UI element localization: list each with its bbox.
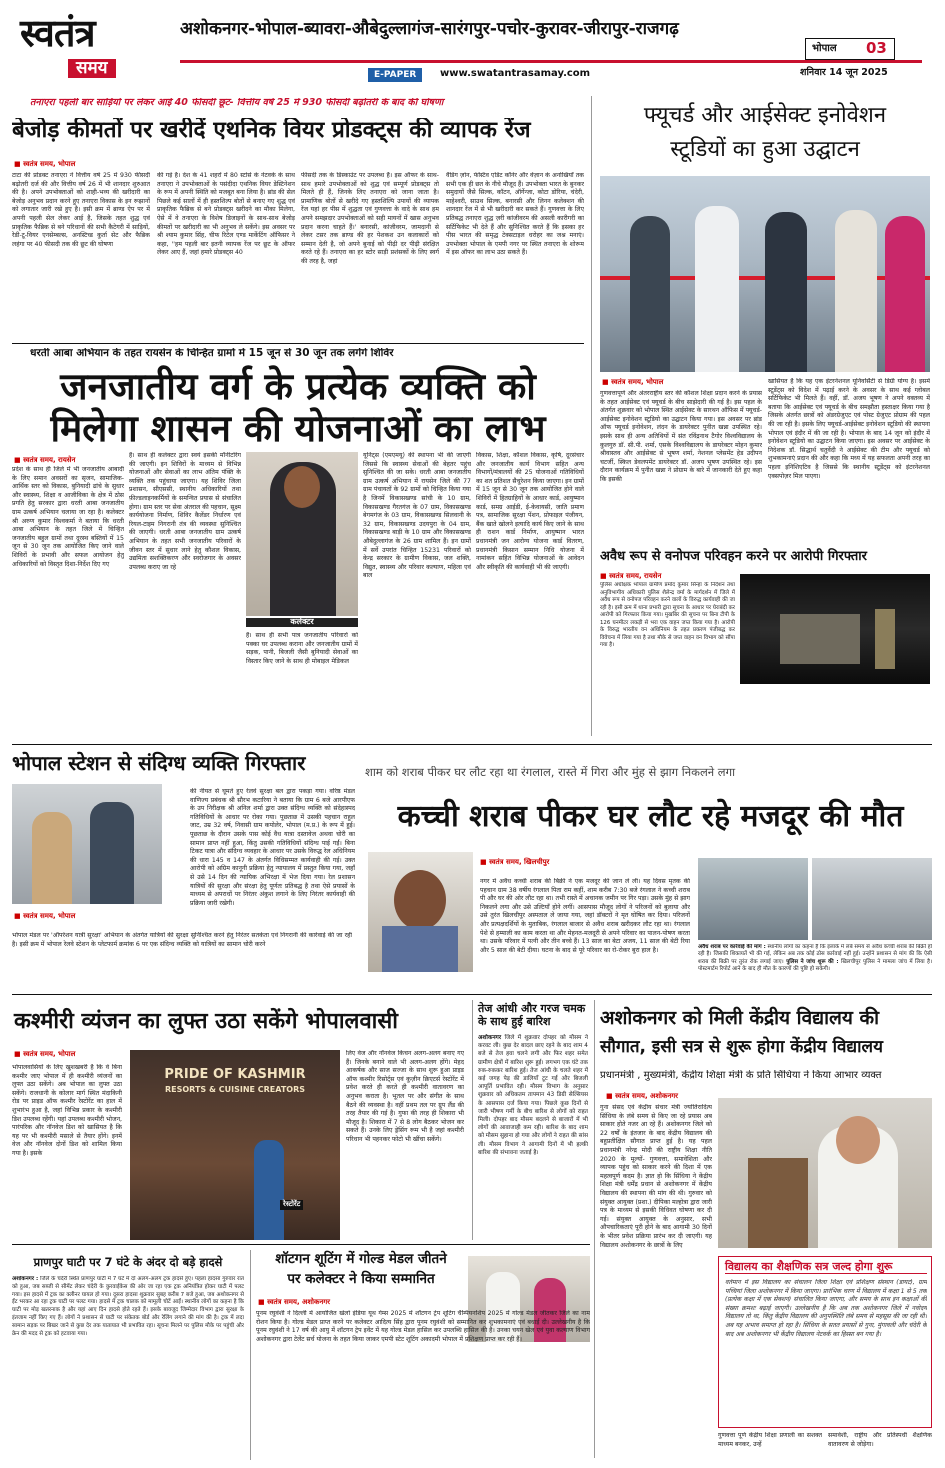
station-headline: भोपाल स्टेशन से संदिग्ध व्यक्ति गिरफ्तार [12,751,306,775]
vehicle [780,614,860,664]
column-divider [591,96,592,736]
issue-date: शनिवार 14 जून 2025 [800,67,888,78]
tribal-col-1: प्रदेश के साथ ही जिले में भी जनजातीय आबादी के लिए समान अवसरों का सृजन, सामाजिक-आर्थिक स्तर को विकास, बुनियादी ढांचे के सुधार और स्वास्थ्य, शिक्षा व आजीविका के क्षेत्र में ठोस प्रगति हेतु सरकार द्वारा धरती आबा जनजातीय ग्राम उत्कर्ष अभियान चलाया जा रहा है। कलेक्टर श्री अरुण कुमार विश्वकर्मा ने बताया कि धरती आबा अभियान के तहत जिले में चिन्हित जनजातीय बहुल ग्रामों तथा दूरस्थ बस्तियों में 15 जून से 30 जून तक आयोजित किए जाने वाले शिविरों के प्रभावी और सफल आयोजन हेतु अधिकारियों को विस्तृत दिशा-निर्देश दिए गए [12,466,124,568]
divider [12,744,932,745]
kashmiri-col-2: लिए वेज और नॉनवेज किचन अलग-अलग बनाए गए हैं। जिनके बनाने वाले भी अलग-अलग होंगे। मेहद आकर्षक और साज सज्जा के साथ शुरू हुआ प्राइड ऑफ कश्मीर रिसोर्ट्स एवं कुज़ीन क्रिएटर्स रेस्टोरेंट में प्रवेश करते ही करते ही कश्मीरी वातावरण का अनुभव कराता है। भूतल पर और संगीत के साथ बैठने की व्यवस्था है। वहीं प्रथम तल पर ग्रुप लैंड की तरह तैयार की गई है। गुफा की तरह ही शिकारा भी मौजूद है। शिकारा में 7 से 8 लोग बैठकर भोजन कर सकते हैं। उनके लिए ड्रेसिंग रूम भी है जहां कश्मीरी परिधान भी पहनकर फोटो भी खींचा सकेंगे। [346,1050,464,1143]
kv-col-1: गुना संसद एवं केंद्रीय संचार मंत्री ज्योतिरादित्य सिंधिया के लंबे समय से किए जा रहे प्रयास अब साकार होते नजर आ रहे हैं। अशोकनगर जिले को 22 वर्षों के इंतजार के बाद केंद्रीय विद्यालय की बहुप्रतीक्षित सौगात प्राप्त हुई है। यह पहल प्रधानमंत्री नरेन्द्र मोदी की राष्ट्रीय शिक्षा नीति 2020 के मूल्यों- गुणवत्ता, समावेशिता और व्यापक पहुंच को साकार करने की दिशा में एक महत्वपूर्ण कदम है। ज्ञात हो कि सिंधिया ने केंद्रीय शिक्षा मंत्री धर्मेंद्र प्रधान से अशोकनगर में केंद्रीय विद्यालय की स्थापना की मांग की थी। गुरुवार को संयुक्त आयुक्त (प्रशा.) दीपिका मल्होत्रा द्वारा जारी पत्र के माध्यम से इसकी विधिवत घोषणा कर दी गई। संयुक्त आयुक्त के अनुसार, सभी औपचारिकताएं पूरी होने के बाद आगामी 30 दिनों के भीतर प्रवेश प्रक्रिया प्रारंभ कर दी जाएगी। यह विद्यालय अशोकनगर के छात्रों के लिए [600,1104,712,1249]
tanishq-col-4: वैडिंग ज़ोन, फेस्टिव एडिट कॉर्नर और वेंज़ान के अनोखियाँ तक सभी एक ही छत के नीचे मौजूद हैं। उपभोक्ता भारत के बुनकर समुदायों जैसे सिल्क, कॉटन, ऑर्गेन्जा, कोटा डोरिया, चंदेरी, माहेश्वरी, साउथ सिल्क, बनारसी और लिनन कलेक्शन की शानदार रेंज में से भी खरीदारी कर सकते हैं। गुणवत्ता के लिए प्रतिबद्ध तनाएरा शुद्ध ज़री कांजीवरम की असली कारीगरी का सर्टिफिकेट भी देते हैं और सुनिश्चित करते हैं कि इसका हर पीस भारत की समृद्ध टेक्सटाइल धरोहर का जश्न मनाएं। उपभोक्ता भोपाल के एमपी नगर पर स्थित तनाएरा के शोरूम में इस ऑफर का लाभ उठा सकते हैं। [446,172,584,257]
caption-text: स्थानीय लोगों का कहना है कि इलाके में लंबे समय से अवैध कच्ची शराब की बिक्री हो रही है। जिसकी शिकायतें भी की गईं, लेकिन अब तक कोई ठोस कार्रवाई नहीं हुई। उन्होंने प्रशासन से मांग की कि ऐसी शराब की बिक्री पर तुरंत रोक लगाई जाए। [698,944,932,965]
tribal-photo [246,452,358,616]
station-photo [12,784,162,904]
liquor-photo-2 [698,858,808,940]
shooting-headline-1: शॉटगन शूटिंग में गोल्ड मेडल जीतने [275,1251,447,1267]
site-url[interactable]: www.swatantrasamay.com [440,68,591,79]
logo[interactable] [20,12,140,80]
tribal-kicker: धरती आबा अभियान के तहत रायसेन के चिन्हित ग्रामों में 15 जून से 30 जून तक लगेंगे शिविर [30,348,394,359]
column-divider [472,1000,473,1240]
liquor-body: नगर में अवैध कच्ची शराब की बिक्री ने एक मजदूर की जान ले ली। यह दिवस मृतक की पहचान ग्राम 38 वर्षीय रंगलाल पिता राम कहीं, शाम करीब 7:30 बजे रंगलाल ने कच्ची शराब पी और घर की ओर लौट रहा था। तभी रास्ते में अचानक जमीन पर गिर पड़ा। उसके मुंह से झाग निकलने लगा और उसे उल्टियाँ होने लगीं। आसपास मौजूद लोगों ने परिजनों को बुलाया और उसे तुरंत खिलचीपुर अस्पताल ले जाया गया, जहां डॉक्टरों ने मृत घोषित कर दिया। परिजनों और प्रत्यक्षदर्शियों के मुताबिक, रंगलाल बाजार से अवैध शराब खरीदकर लौट रहा था। रंगलाल पेशे से हम्माली का काम करता था और मेहनत-मजदूरी से अपने परिवार का पालन-पोषण करता था। उसके परिवार में पत्नी और तीन बच्चे हैं। 13 साल का बेटा अजय, 11 साल की बेटी रिया और 5 साल की बेटी दीया। घटना के बाद से पूरे परिवार का रो-रोकर बुरा हाल है। [480,878,690,954]
column-divider [594,1000,595,1458]
page-number: 03 [866,39,887,57]
masthead-rule [180,60,922,63]
tribal-col-4: यूनिट्स (एमएमयू) की स्थापना भी की जाएगी जिससे कि स्वास्थ्य सेवाओं की बेहतर पहुंच सुनिश्चित की जा सके। धरती आबा जनजातीय ग्राम उत्कर्ष अभियान में रायसेन जिले की 77 ग्राम पंचायतों के 92 ग्रामों को चिन्हित किया गया है जिनमें विकासखण्ड सांची के 10 ग्राम, विकासखण्ड गैरतगंज के 07 ग्राम, विकासखण्ड बेगमगंज के 03 ग्राम, विकासखण्ड सिलवानी के 32 ग्राम, विकासखण्ड उदयपुरा के 04 ग्राम, विकासखण्ड बाड़ी के 10 ग्राम और विकासखण्ड औबेदुल्लागंज के 26 ग्राम शामिल हैं। इन ग्रामों में सर्वे उपरांत चिन्हित 15231 परिवारों को केन्द्र सरकार के ग्रामीण विकास, जल शक्ति, विद्युत, स्वास्थ्य और परिवार कल्याण, महिला एवं बाल [363,452,471,580]
kashmiri-headline: कश्मीरी व्यंजन का लुफ्त उठा सकेंगे भोपालवासी [14,1009,398,1034]
aisect-headline-2: स्टूडियों का हुआ उद्घाटन [670,137,860,162]
officer [875,609,895,669]
tanishq-col-3: फीसदी तक के डिस्काउंट पर उपलब्ध हैं। इस ऑफर के साथ-साथ हमारे उपभोक्ताओं को शुद्ध एवं सम्पूर्ण प्रोडक्ट्स तो मिलते ही हैं, जिनके लिए तनाएरा को जाना जाता है। प्रामाणिक बोतों से खरीदे गए हस्तशिल्पि उपायों की व्यापक रेंज यहां हर पीस में शुद्धता एवं गुणवत्ता के वादे के साथ हम अपने समझदार उपभोक्ताओं को सही मायनों में खास अनुभव प्रदान करना चाहते हैं।' बनारसी, कांजीवरम, जामदानी से लेकर टसर तक ब्राण्ड की हर पेशकश उन कलाकारों को सम्मान देती है, जो अपने बुनाई को पीढ़ी दर पीढ़ी संरक्षित करते रहे हैं। तनाएरा का हर स्टोर साड़ी प्रशंसकों के लिए स्वर्ग की तरह है, जहां [301,172,439,265]
liquor-byline: ■ स्वतंत्र समय, खिलचीपुर [480,858,549,867]
liquor-photo [368,852,473,972]
tanishq-byline: ■ स्वतंत्र समय, भोपाल [14,160,75,169]
person [885,216,925,372]
owner [254,1140,284,1240]
forest-byline: ■ स्वतंत्र समय, रायसेन [600,572,661,581]
sign-text: PRIDE OF KASHMIR [164,1067,306,1082]
accident-text: जिले के चंदेरी स्थित प्राणपुर घाटी में 7 घंटे में दो अलग-अलग ट्रक हादसे हुए। पहला हादसा गुरुवार रात को हुआ, जब सब्जी से सीमेंट लेकर चंदेरी के कुरवाईकेस की ओर जा रहा एक ट्रक अनियंत्रित होकर घाटी में पलट गया। इस हादसे में ट्रक का क्लीनर घायल हो गया। दूसरा हादसा शुक्रवार सुबह करीब 7 बजे हुआ, जब अशोकनगर से ईंट भरकर आ रहा ट्रक घाटी पर पलट गया। हादसे में ट्रक चालक को मामूली चोटें आईं। स्थानीय लोगों का कहना है कि घाटी पर मोड़ खतरनाक है और यहां आए दिन हादसे होते रहते हैं। इसके बावजूद जिम्मेदार विभाग द्वारा सुरक्षा के इंतजाम नहीं किए गए हैं। लोगों ने प्रशासन से घाटी पर संकेतक बोर्ड और रेलिंग लगाने की मांग की है। ट्रक में लदा सामान सड़क पर बिखर जाने से कुछ देर तक यातायात भी प्रभावित रहा। सूचना मिलने पर पुलिस मौके पर पहुंची और क्रेन की मदद से ट्रक को हटवाया गया। [12,1276,244,1337]
face [284,466,320,508]
edition-cities: अशोकनगर-भोपाल-ब्यावरा-औबेदुल्लागंज-सारंगपुर-पचोर-कुरावर-जीरापुर-राजगढ़ [180,19,679,39]
person [835,210,877,372]
tribal-col-5: विकास, शिक्षा, कौशल विकास, कृषि, दूरसंचार और जनजातीय कार्य विभाग सहित अन्य विभागों/मंत्रालयों की 25 योजनाओं गतिविधियों का शत प्रतिशत सैचुरेशन किया जाएगा। इन ग्रामों में 15 जून से 30 जून तक आयोजित होने वाले शिविरों में हितग्राहियों के आधार कार्ड, आयुष्मान कार्ड, समग्र आईडी, ई-केवायसी, जाति प्रमाण पत्र, सामाजिक सुरक्षा पेंशन, प्रोफाइल पंजीयन, बैंक खाते खोलने इत्यादि कार्य किए जाने के साथ ही राशन कार्ड निर्माण, आयुष्मान भारत प्रधानमंत्री जन आरोग्य योजना कार्ड वितरण, प्रधानमंत्री किसान सम्मान निधि योजना में नामांकन सहित विभिन्न योजनाओं के आवेदन और स्वीकृति की कार्यवाही भी की जाएगी। [476,452,584,571]
forest-photo [740,574,930,684]
aisect-col-1: गुणवत्तापूर्ण और अंतरराष्ट्रीय स्तर की कौशल शिक्षा प्रदान करने के प्रयास के तहत आईसेक्ट एवं फ्यूचर्ड के बीच साझेदारी की गई है। इस पहल के अंतर्गत शुक्रवार को भोपाल स्थित आईसेक्ट के सारथन ऑफिस में फ्यूचर्ड-आईसेक्ट इनोवेशन स्टूडियो का उद्घाटन किया गया। इस अवसर पर ब्रांड ऑफ फ्यूचर्ड इनोवेशन, लंदन के डायरेक्टर पुनीत खन्ना उपस्थित रहे। इसके साथ ही अन्य अतिथियों में संत रविंद्रनाथ टैगोर विश्वविद्यालय के कुलगुरु डॉ. सी.पी. शर्मा, एसके विश्वविद्यालय के डायरेक्टर मोहन कुमार श्रीवास्तव और आईसेक्ट से भूषण शर्मा, नेशनल प्लेसमेंट हेड उदीपन चटर्जी, स्किल डेवलपमेंट डायरेक्टर डॉ. अजय भूषण उपस्थित रहे। इस दौरान कार्यक्रम में पुनीत खन्ना ने प्रोग्राम के बारे में जानकारी देते हुए कहा कि इसकी [600,390,762,483]
rain-body [478,1034,588,1240]
divider [12,343,584,344]
tribal-headline-2: मिलेगा शासन की योजनाओं का लाभ [50,407,546,450]
kv-foot-2: समावेशी, राष्ट्रीय और प्रतिस्पर्धी शैक्षणिक वातावरण से जोड़ेगा। [828,1432,932,1448]
rain-byline: अशोकनगर [478,1035,502,1041]
kv-headline-1: अशोकनगर को मिली केंद्रीय विद्यालय की [600,1007,880,1029]
tribal-col-2: हैं। साथ ही कलेक्टर द्वारा स्वयं इसकी मॉनीटरिंग की जाएगी। इन शिविरों के माध्यम से विभिन्न योजनाओं और सेवाओं का लाभ अंतिम पंक्ति के व्यक्ति तक पहुंचाया जाएगा। यह शिविर जिला प्रशासन, सीएससी, स्थानीय अधिकारियों तथा फ़ील्डलाइनकर्मियों के समन्वित प्रयास से संचालित होगा। ग्राम स्तर पर सेवा अंतराल की पहचान, सूक्ष्म कार्ययोजना निर्माण, शिविर कैलेंडर निर्धारण एवं रियल-टाइम निगरानी तंत्र की व्यवस्था सुनिश्चित की जाएगी। धरती आबा जनजातीय ग्राम उत्कर्ष अभियान के तहत सभी जनजातीय परिवारों के जीवन स्तर में सुधार लाने हेतु कौशल विकास, उद्यमिता सशक्तिकरण और स्वरोजगार के अवसर उपलब्ध कराए जा रहे [129,452,241,571]
shooting-body: पूनम रघुवंशी ने दिल्ली में आयोजित खेलो इंडिया यूथ गेम्स 2025 में शॉटगन ट्रेप शूटिंग चैम्पियनशिप 2025 में गोल्ड मेडल जीतकर जिले का नाम रोशन किया है। गोल्ड मेडल प्राप्त करने पर कलेक्टर आदित्य सिंह द्वारा पूनम रघुवंशी को सम्मानित कर शुभकामनाएं एवं बधाई दी। उल्लेखनीय है कि पूनम रघुवंशी ने 17 वर्ष की आयु में शॉटगन ट्रेप इवेंट में यह गोल्ड मेडल हासिल कर उपलब्धि हासिल की है। उनका चयन खेल एवं युवा कल्याण विभाग अशोकनगर द्वारा टेलेंट सर्च योजना के तहत किया जाकर एमपी स्टेट शूटिंग अकादमी भोपाल में प्रशिक्षण प्राप्त कर रही हैं। [256,1310,590,1343]
aisect-byline: ■ स्वतंत्र समय, भोपाल [602,378,663,387]
aisect-headline-1: फ्यूचर्ड और आईसेक्ट इनोवेशन [643,103,887,128]
tanishq-col-1: टाटा की प्रोडक्ट तनाएरा ने वित्तीय वर्ष 25 में 930 फीसदी बढ़ोतरी दर्ज की और वित्तीय वर्ष 26 में भी शानदार शुरुआत की है। अपने उपभोक्ताओं को शाही-भव्य की खरीदारी का बेजोड़ अनुभव प्रदान करने हुए तनाएरा विकास के इन रूझानों को लगातार जारी रखे हुए है। इसी क्रम में ब्राण्ड ऐप पर में अपनी पहली सेल लेकर आई है, जिसके तहत शुद्ध एवं प्राकृतिक फैब्रिक से बने परिधानों की सभी कैटेगरी में साड़ियों, रेडी-टू-वियर एनसेम्बल्स, अनस्टिच्ड कुर्ता सेट और फैब्रिक लहंगा पर 40 फीसदी तक की छूट की घोषणा [12,172,150,248]
logo-top: स्वतंत्र [20,11,95,55]
station-body: भोपाल मंडल पर 'ऑपरेशन यात्री सुरक्षा' अभियान के अंतर्गत यात्रियों की सुरक्षा सुनिश्चित करने हेतु निरंतर सतर्कता एवं निगरानी की कार्रवाई की जा रही है। इसी क्रम में भोपाल रेलवे स्टेशन के प्लेटफार्म क्रमांक 6 पर एक संदिग्ध व्यक्ति को यात्रियों का सामान चोरी करने [12,932,352,948]
accident-body [12,1276,244,1460]
suspect [90,802,134,904]
sign-text-2: RESORTS & CUISINE CREATORS [164,1085,306,1094]
kv-photo [718,1098,932,1248]
kashmiri-byline: ■ स्वतंत्र समय, भोपाल [14,1050,75,1059]
kv-box [718,1256,932,1428]
face [836,1116,880,1164]
liquor-kicker: शाम को शराब पीकर घर लौट रहा था रंगलाल, रास्ते में गिरा और मुंह से झाग निकलने लगा [365,766,736,779]
shirt [382,926,458,972]
column-divider [250,1250,251,1460]
edition-box [805,38,895,60]
divider [12,1244,590,1245]
rain-text: जिले में शुक्रवार दोपहर को मौसम ने करवट ली। कुछ देर बादल छाए रहने के बाद शाम 4 बजे से तेज हवा चलने लगी और फिर शहर समेत ग्रामीण क्षेत्रों में बारिश शुरू हुई। लगभग एक घंटे तक रुक-रुककर बारिश हुई। तेज आंधी के चलते शहर में कई जगह पेड़ की डालियाँ टूट गईं और बिजली आपूर्ति प्रभावित रही। मौसम विभाग के अनुसार शुक्रवार को अधिकतम तापमान 43 डिग्री सेल्सियस के आसपास दर्ज किया गया। पिछले कुछ दिनों से जारी भीषण गर्मी के बीच बारिश से लोगों को राहत मिली। दोपहर बाद मौसम बदलने से बाजारों में भी लोगों की आवाजाही कम रही। बारिश के बाद शाम को मौसम सुहाना हो गया और लोगों ने राहत की सांस ली। मौसम विभाग ने आगामी दिनों में भी हल्की बारिश की संभावना जताई है। [478,1035,588,1156]
station-body-2: की नीयत से घूमते हुए रेलवे सुरक्षा बल द्वारा पकड़ा गया। वरिष्ठ मंडल वाणिज्य प्रबंधक श्री सौरभ कटारिया ने बताया कि ग्राम 6 बजे आरपीएफ के उप निरीक्षक श्री अनिल शर्मा द्वारा उक्त संदिग्ध व्यक्ति को संदेहास्पद गतिविधियों के आधार पर रोका गया। पूछताछ में उसकी पहचान राहुल जाट, उम्र 32 वर्ष, निवासी ग्राम कपोलेर, भोपाल (म.प्र.) के रूप में हुई। पूछताछ के दौरान उसके पास कोई वैध यात्रा दस्तावेज अथवा चोरी का सामान प्राप्त नहीं हुआ, किंतु उसकी गतिविधियों संदिग्ध पाई गईं। बिना टिकट यात्रा और संदिग्ध व्यवहार के आधार पर उसके विरुद्ध रेल अधिनियम की धारा 145 व 147 के अंतर्गत विधिसम्मत कार्यवाही की गई। उक्त आरोपी को अग्रिम कानूनी प्रक्रिया हेतु न्यायालय में प्रस्तुत किया गया, जहाँ से उसे 14 दिन की न्यायिक अभिरक्षा में भेज दिया गया। रेल प्रशासन यात्रियों की सुरक्षा और संरक्षा हेतु पूर्णतः प्रतिबद्ध है तथा ऐसे प्रयासों के माध्यम से अपराधों पर निरंतर अंकुश लगाने के लिए निरंतर कार्यवाही की प्रक्रिया जारी रखेगी। [190,788,355,907]
divider [12,994,932,995]
deceased-portrait [394,870,446,930]
aisect-col-2: खासियत है कि यह एक इंटरनेशनल यूनिवर्सिटी से डिग्री योग्य है। इसमें स्टूडेंट्स को विदेश में पढ़ाई करने के अवसर के साथ कई ग्लोबल सर्टिफिकेट भी मिलते हैं। वहीं, डॉ. अजय भूषण ने अपने वक्तव्य में बताया कि आईसेक्ट एवं फ्यूचर्ड के बीच समझौता हस्ताक्षर किया गया है जिसके अंतर्गत छात्रों को अंडरग्रेजुएट एवं पोस्ट ग्रेजुएट प्रोग्राम की पहल की जा रही है। इसके लिए फ्यूचर्ड-आईसेक्ट इनोवेशन स्टूडियो की स्थापना भोपाल एवं इंदौर में की जा रही है। भोपाल के बाद 14 जून को इंदौर में इनोवेशन स्टूडियो का उद्घाटन किया जाएगा। इस अवसर पर आईसेक्ट के निदेशक डॉ. सिद्धार्थ चतुर्वेदी ने आईसेक्ट की टीम और फ्यूचर्ड को शुभकामनाएं प्रदान की और कहा कि मध्य में यह सफलता अपनी तरह का पहला इनिशिएटिव है जिससे कि स्थानीय स्टूडेंट्स को इंटरनेशनल एक्सपोज़र मिल पाएगा। [768,378,930,480]
accident-byline: अशोकनगर : [12,1276,39,1282]
station-byline: ■ स्वतंत्र समय, भोपाल [14,912,75,921]
person [695,206,739,372]
liquor-photo-3 [812,858,932,940]
tanishq-headline: बेजोड़ कीमतों पर खरीदें एथनिक वियर प्रोडक्ट्स की व्यापक रेंज [12,118,531,143]
kashmiri-photo [130,1050,340,1240]
liquor-headline: कच्ची शराब पीकर घर लौट रहे मजदूर की मौत [397,799,904,834]
masthead [0,0,945,92]
tribal-headline-1: जनजातीय वर्ग के प्रत्येक व्यक्ति को [60,365,536,408]
rain-headline: तेज आंधी और गरज चमक के साथ हुई बारिश [478,1002,586,1028]
forest-headline: अवैध रूप से वनोपज परिवहन करने पर आरोपी गिरफ्तार [600,549,867,564]
kv-foot-1: गुणवत्ता पूर्ण केंद्रीय शिक्षा प्रणाली का सशक्त माध्यम बनकर, उन्हें [718,1432,822,1448]
accident-headline: प्राणपुर घाटी पर 7 घंटे के अंदर दो बड़े हादसे [33,1255,223,1269]
shooting-headline-2: पर कलेक्टर ने किया सम्मानित [287,1271,435,1287]
tanishq-col-2: की गई है। देश के 41 शहरों में 80 स्टोर्स के नेटवर्क के साथ तनाएरा ने उपभोक्ताओं के पसंदीदा एथनिक वियर डेस्टिनेशन के रूप में अपनी स्थिति को मजबूत बना लिया है। ब्रांड की सेल पिछले कई सालों में ही हस्तशिल्प बोतों से बनाए गए शुद्ध एवं प्राकृतिक फैब्रिक से बने प्रोडक्ट्स खरीदने का मौका मिलेगा, ऐसे में वे तनाएरा के विशेष डिजाइनों के साथ-साथ बेजोड़ कीमतों पर खरीदारी का भी अनुभव ले सकेंगे। इस अवसर पर श्री श्याम कुमार सिंह, चीफ रिटेल एण्ड मार्केटिंग ऑफिसर ने कहा, ''हम पहली बार इतनी व्यापक रेंज पर छूट के ऑफर लेकर आए हैं, जहां हमारे प्रोडक्ट्स 40 [157,172,295,257]
person [765,212,807,372]
kv-byline: ■ स्वतंत्र समय, अशोकनगर [606,1092,678,1101]
shooting-byline: ■ स्वतंत्र समय, अशोकनगर [258,1298,330,1307]
tanishq-kicker: तनाएरा पहली बार साड़ियों पर लेकर आई 40 फीसदी छूट- वित्तीय वर्ष 25 में 930 फीसदी बढ़ोतरी के बाद की घोषणा [30,98,444,108]
caption-label-2: पुलिस ने जांच शुरू की : [786,958,839,965]
kv-headline-2: सौगात, इसी सत्र से शुरू होगा केंद्रीय विद्यालय [600,1037,883,1057]
kashmiri-col-1: भोपालवासियों के लिए खुशखबरी है कि वे बिना कश्मीर जाए भोपाल में ही कश्मीरी व्यंजनों का लुफ्त उठा सकेंगे। अब भोपाल का लुफ्त उठा सकेंगे। राजधानी के कोलार मार्ग स्थित मंदाकिनी रोड पर प्राइड ऑफ कश्मीर रेस्टोरेंट का हाल में शुभारंभ हुआ है, जहां विभिन्न प्रकार के कश्मीरी डिश उपलब्ध रहेंगी। यहां उपलब्ध कश्मीरी भोजन, पारंपरिक और नॉनवेज डिश को खासियत है कि यह पर भी कश्मीरी मसाले से तैयार होंगे। इनमें वेज और नॉनवेज दोनों डिश को शामिल किया गया है। इसके [12,1064,122,1157]
tribal-byline: ■ स्वतंत्र समय, रायसेन [14,456,75,465]
epaper-badge: E-PAPER [368,68,422,82]
caption-text-2: खिलचीपुर पुलिस ने मामला जांच में लिया है। पोस्टमार्टम रिपोर्ट आने के बाद ही मौत के कारणों की पुष्टि हो सकेगी। [698,958,932,973]
tribal-col-3: हैं। साथ ही सभी पात्र जनजातीय परिवारों को पक्का घर उपलब्ध कराना और जनजातीय ग्रामों में सड़क, पानी, बिजली जैसी बुनियादी सेवाओं का विस्तार किए जाने के साथ ही मोबाइल मेडिकल [246,632,358,665]
tribal-photo-caption: कलेक्टर [246,618,358,627]
caption-label: अवैध शराब पर कार्रवाई की मांग : [698,944,766,950]
aisect-photo [600,176,930,372]
chair [748,1158,808,1248]
edition-city: भोपाल [812,43,837,54]
kv-box-body: वर्तमान में इस विद्यालय का संचालन जिला शिक्षा एवं प्रशिक्षण संस्थान (डायट), ग्राम पच्चियां जिला अशोकनगर में किया जाएगा। प्रारंभिक चरण में विद्यालय में कक्षा 1 से 5 तक (प्रत्येक कक्षा में एक सेक्शन) संचालित किया जाएगा, और समय के साथ इन कक्षाओं की संख्या क्रमशः बढ़ाई जाएगी। उल्लेखनीय है कि अब तक अशोकनगर जिले में नवोदय विद्यालय तो था, किंतु केंद्रीय विद्यालय की अनुपस्थिति लंबे समय से महसूस की जा रही थी। अब यह अभाव समाप्त हो रहा है। सिंधिया के सतत प्रयासों से गुना, मुंगावली और चंदेरी के बाद अब अशोकनगर भी केंद्रीय विद्यालय नेटवर्क का हिस्सा बन गया है। [725,1279,927,1338]
forest-body-tail [600,690,930,726]
kashmiri-photo-caption: रेस्टोरेंट [280,1200,303,1210]
person [630,216,670,372]
forest-body: पुलिस अधीक्षक भोपाल ग्रामीण प्रमोद कुमार सिन्हा के निर्देशन तथा अनुविभागीय अधिकारी पुलिस शैलेन्द्र वर्मा के मार्गदर्शन में जिले में अवैध रूप से वनोपज परिवहन करने वालों के विरुद्ध कार्यवाही की जा रही है। इसी क्रम में थाना प्रभारी द्वारा सूचना के आधार पर घेराबंदी कर आरोपी को गिरफ्तार किया गया। मुखबिर की सूचना पर बिना टीपी के 126 घनमीटर लकड़ी से भरा एक वाहन जप्त किया गया है। आरोपी के विरुद्ध भारतीय वन अधिनियम के तहत प्रकरण पंजीबद्ध कर विवेचना में लिया गया है तथा मौके से जप्त वाहन वन विभाग को सौंपा गया है। [600,582,735,648]
kv-box-title: विद्यालय का शैक्षणिक सत्र जल्द होगा शुरू [725,1261,927,1274]
liquor-caption-box [698,944,932,984]
logo-bottom: समय [68,59,116,78]
officer [32,812,72,904]
kv-kicker: प्रधानमंत्री , मुख्यमंत्री, केंद्रीय शिक्षा मंत्री के प्रति सिंधिया ने किया आभार व्यक्त [600,1070,882,1081]
